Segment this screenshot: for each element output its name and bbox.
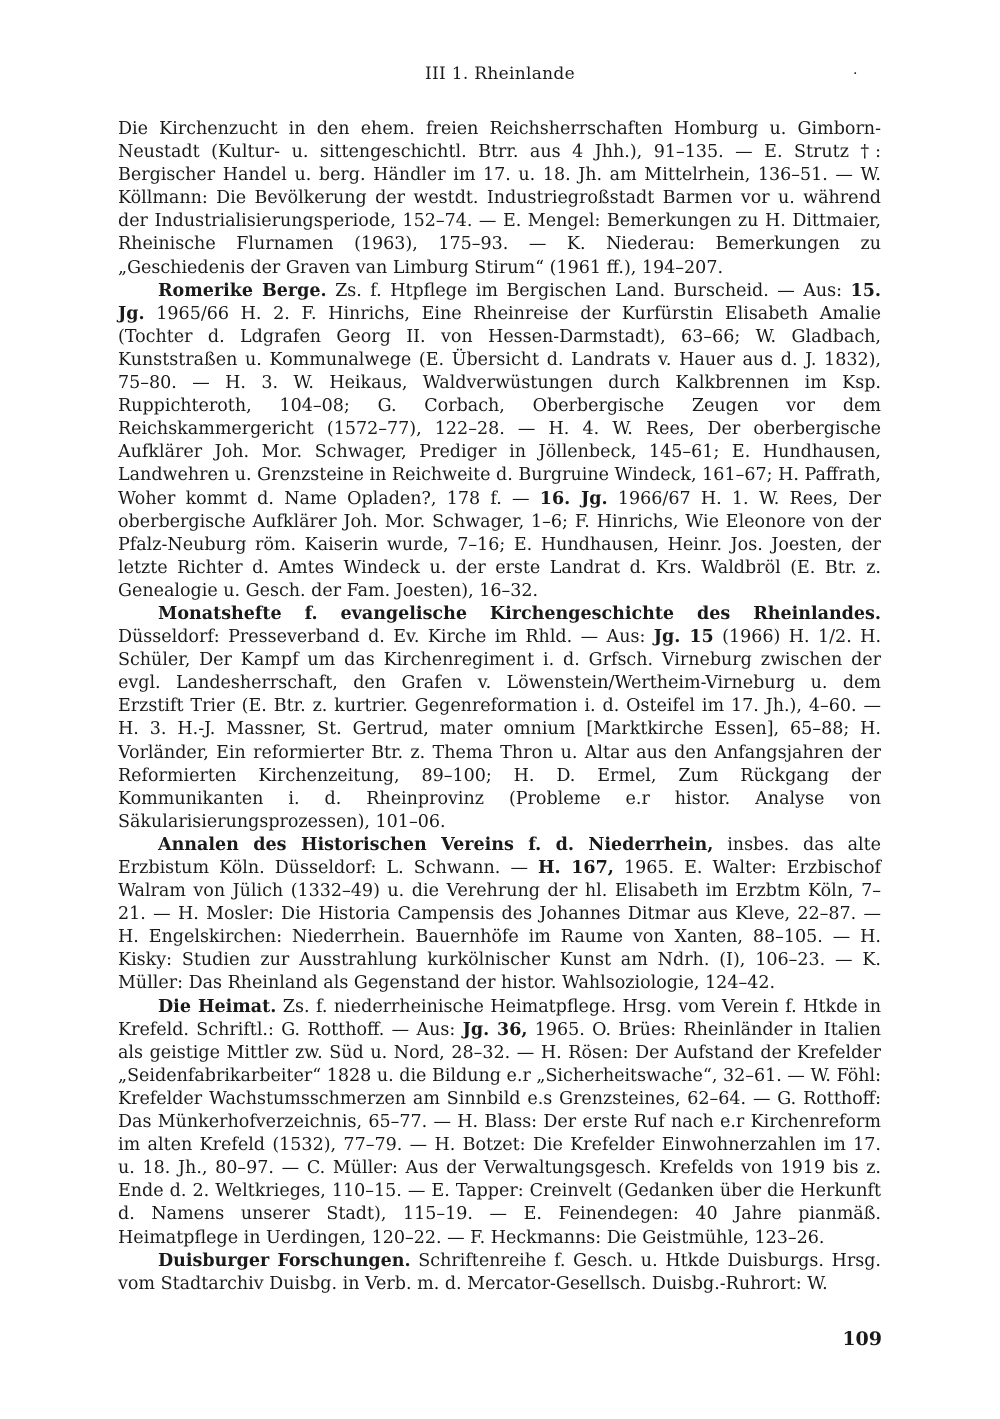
text-run: 1965. O. Brües: Rheinländer in Italien als geistige Mittler zw. Süd u. Nord, 28–32. — H. Rösen: Der Aufstand der Krefelder „Seidenfabrikarbeiter“ 1828 u. die Bildung e.r „Sicherheitswache“, 32–61. — W. Föhl: Krefelder Wachstumsschmerzen am Sinnbild e.s Grenzsteines, 62–64. — G. Rotthoff: Das Münkerhofverzeichnis, 65–77. — H. Blass: Der erste Ruf nach e.r Kirchenreform im alten Krefeld (1532), 77–79. — H. Botzet: Die Krefelder Einwohnerzahlen im 17. u. 18. Jh., 80–97. — C. Müller: Aus der Verwaltungsgesch. Krefelds von 1919 bis z. Ende d. 2. Weltkrieges, 110–15. — E. Tapper: Creinvelt (Gedanken über die Herkunft d. Namens unserer Stadt), 115–19. — E. Feinendegen: 40 Jahre pianmäß. Heimatpflege in Uerdingen, 120–22. — F. Heckmanns: Die Geistmühle, 123–26. bbox=[118, 1019, 881, 1248]
text-run: Die Kirchenzucht in den ehem. freien Reichsherrschaften Homburg u. Gimborn-Neustadt (Kultur- u. sittengeschichtl. Btrr. aus 4 Jhh.), 91–135. — E. Strutz †: Bergischer Handel u. berg. Händler im 17. u. 18. Jh. am Mittelrhein, 136–51. — W. Köllmann: Die Bevölkerung der westdt. Industriegroßstadt Barmen vor u. während der Industrialisierungsperiode, 152–74. — E. Mengel: Bemerkungen zu H. Dittmaier, Rheinische Flurnamen (1963), 175–93. — K. Niederau: Bemerkungen zu „Geschiedenis der Graven van Limburg Stirum“ (1961 ff.), 194–207. bbox=[118, 119, 881, 278]
bold-run: 15. Jg. bbox=[118, 280, 881, 324]
paragraph bbox=[118, 996, 881, 1250]
text-run: insbes. das alte Erzbistum Köln. Düsseldorf: L. Schwann. — bbox=[118, 834, 881, 878]
text-run: Zs. f. niederrheinische Heimatpflege. Hrsg. vom Verein f. Htkde in Krefeld. Schriftl.: G. Rotthoff. — Aus: bbox=[118, 996, 881, 1040]
bold-run: Romerike Berge. bbox=[158, 280, 327, 301]
text-run: 1966/67 H. 1. W. Rees, Der oberbergische Aufklärer Joh. Mor. Schwager, 1–6; F. Hinrichs, Wie Eleonore von der Pfalz-Neuburg röm. Kaiserin wurde, 7–16; E. Hundhausen, Heinr. Jos. Joesten, der letzte Richter d. Amtes Windeck u. der erste Landrat d. Krs. Waldbröl (E. Btr. z. Genealogie u. Gesch. der Fam. Joesten), 16–32. bbox=[118, 488, 882, 601]
paragraph bbox=[118, 1250, 881, 1296]
bold-run: Die Heimat. bbox=[158, 996, 277, 1017]
bold-run: 16. Jg. bbox=[539, 488, 608, 509]
body-text bbox=[118, 118, 881, 1296]
bold-run: Monatshefte f. evangelische Kirchengeschichte des Rheinlandes. bbox=[158, 603, 881, 624]
bold-run: H. 167, bbox=[538, 858, 614, 878]
running-head: III 1. Rheinlande bbox=[425, 64, 575, 84]
page-number: 109 bbox=[842, 1328, 882, 1350]
text-run: 1965/66 H. 2. F. Hinrichs, Eine Rheinreise der Kurfürstin Elisabeth Amalie (Tochter d. Ldgrafen Georg II. von Hessen-Darmstadt), 63–66; W. Gladbach, Kunststraßen u. Kommunalwege (E. Übersicht d. Landrats v. Hauer aus d. J. 1832), 75–80. — H. 3. W. Heikaus, Waldverwüstungen durch Kalkbrennen im Ksp. Ruppichteroth, 104–08; G. Corbach, Oberbergische Zeugen vor dem Reichskammergericht (1572–77), 122–28. — H. 4. W. Rees, Der oberbergische Aufklärer Joh. Mor. Schwager, Prediger in Jöllenbeck, 145–61; E. Hundhausen, Landwehren u. Grenzsteine in Reichweite d. Burgruine Windeck, 161–67; H. Paffrath, Woher kommt d. Name Opladen?, 178 f. — bbox=[118, 303, 881, 509]
paragraph bbox=[118, 603, 881, 834]
text-run: Zs. f. Htpflege im Bergischen Land. Burscheid. — Aus: bbox=[326, 280, 851, 301]
text-run: (1966) H. 1/2. H. Schüler, Der Kampf um das Kirchenregiment i. d. Grfsch. Virneburg zwischen der evgl. Landesherrschaft, den Grafen v. Löwenstein/Wertheim-Virneburg u. dem Erzstift Trier (E. Btr. z. kurtrier. Gegenreformation i. d. Osteifel im 17. Jh.), 4–60. — H. 3. H.-J. Massner, St. Gertrud, mater omnium [Marktkirche Essen], 65–88; H. Vorländer, Ein reformierter Btr. z. Thema Thron u. Altar aus den Anfangsjahren der Reformierten Kirchenzeitung, 89–100; H. D. Ermel, Zum Rückgang der Kommunikanten i. d. Rheinprovinz (Probleme e.r histor. Analyse von Säkularisierungsprozessen), 101–06. bbox=[118, 627, 882, 832]
paragraph bbox=[118, 280, 881, 603]
bold-run: Jg. 15 bbox=[653, 627, 714, 648]
text-run: Schriftenreihe f. Gesch. u. Htkde Duisburgs. Hrsg. vom Stadtarchiv Duisbg. in Verb. m. d. Mercator-Gesellsch. Duisbg.-Ruhrort: W. bbox=[118, 1250, 881, 1294]
paragraph bbox=[118, 118, 881, 280]
stray-dot: · bbox=[853, 66, 858, 82]
bold-run: Jg. 36, bbox=[462, 1019, 528, 1040]
text-run: 1965. E. Walter: Erzbischof Walram von Jülich (1332–49) u. die Verehrung der hl. Elisabeth im Erzbtm Köln, 7–21. — H. Mosler: Die Historia Campensis des Johannes Ditmar aus Kleve, 22–87. — H. Engelskirchen: Niederrhein. Bauernhöfe im Raume von Xanten, 88–105. — H. Kisky: Studien zur Ausstrahlung kurkölnischer Kunst am Ndrh. (I), 106–23. — K. Müller: Das Rheinland als Gegenstand der histor. Wahlsoziologie, 124–42. bbox=[118, 858, 881, 994]
bold-run: Annalen des Historischen Vereins f. d. Niederrhein, bbox=[158, 834, 714, 855]
paragraph bbox=[118, 834, 881, 996]
bold-run: Duisburger Forschungen. bbox=[158, 1250, 411, 1271]
text-run: Düsseldorf: Presseverband d. Ev. Kirche im Rhld. — Aus: bbox=[118, 627, 654, 648]
